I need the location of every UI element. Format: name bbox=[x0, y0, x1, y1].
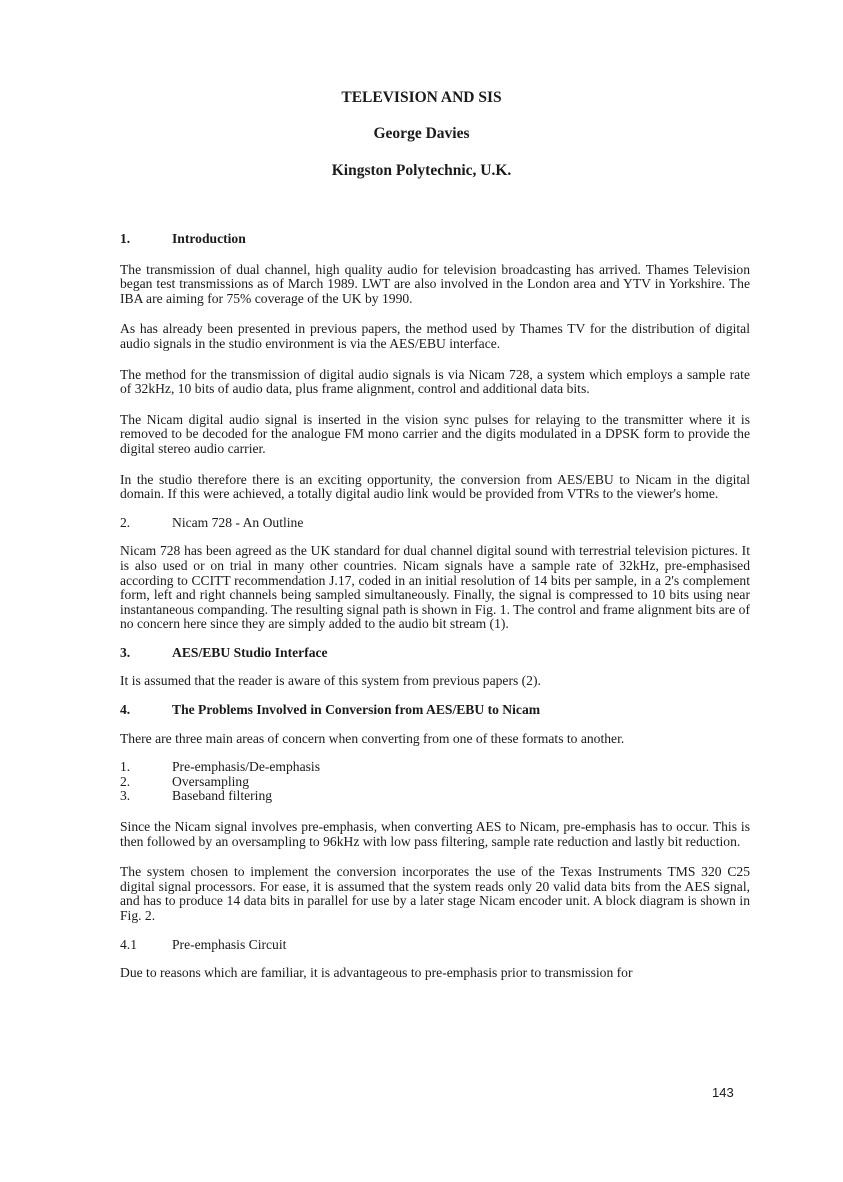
section-title: The Problems Involved in Conversion from AES/EBU to Nicam bbox=[172, 702, 541, 718]
concern-list bbox=[120, 760, 750, 804]
section-heading-nicam-outline bbox=[120, 516, 750, 531]
list-item-text: Oversampling bbox=[172, 773, 250, 789]
paragraph: Nicam 728 has been agreed as the UK standard for dual channel digital sound with terrestrial television pictures. It is also used or on trial in many other countries. Nicam signals have a sample rate of 32kHz, pre-emphasised according to CCITT recommendation J.17, coded in an initial resolution of 14 bits per sample, in a 2's complement form, left and right channels being sampled simultaneously. Finally, the signal is compressed to 10 bits using near instantaneous companding. The resulting signal path is shown in Fig. 1. The control and frame alignment bits are of no concern here since they are simply added to the audio bit stream (1). bbox=[120, 543, 750, 632]
section-number: 2. bbox=[120, 514, 131, 530]
paper-title: TELEVISION AND SIS bbox=[341, 89, 502, 106]
list-item bbox=[120, 760, 750, 775]
section-heading-conversion-problems bbox=[120, 703, 750, 718]
section-number: 3. bbox=[120, 644, 131, 660]
list-item bbox=[120, 789, 750, 804]
section-number: 4.1 bbox=[120, 936, 137, 952]
paragraph: The transmission of dual channel, high quality audio for television broadcasting has arrived. Thames Television began test transmissions as of March 1989. LWT are also involved in the London area and YTV in Yorkshire. The IBA are aiming for 75% coverage of the UK by 1990. bbox=[120, 261, 750, 306]
section-number: 4. bbox=[120, 702, 131, 718]
section-title: Nicam 728 - An Outline bbox=[172, 514, 304, 530]
paragraph: There are three main areas of concern when converting from one of these formats to another. bbox=[120, 730, 625, 746]
section-heading-aes-ebu bbox=[120, 646, 750, 661]
section-title: Introduction bbox=[172, 231, 246, 246]
paragraph: The system chosen to implement the conversion incorporates the use of the Texas Instruments TMS 320 C25 digital signal processors. For ease, it is assumed that the system reads only 20 valid data bits from the AES signal, and has to produce 14 data bits in parallel for use by a later stage Nicam encoder unit. A block diagram is shown in Fig. 2. bbox=[120, 864, 750, 923]
paragraph: As has already been presented in previous papers, the method used by Thames TV for the distribution of digital audio signals in the studio environment is via the AES/EBU interface. bbox=[120, 321, 750, 351]
list-item bbox=[120, 775, 750, 790]
paper-author: George Davies bbox=[373, 125, 470, 142]
page-number: 143 bbox=[712, 1085, 734, 1100]
section-title: Pre-emphasis Circuit bbox=[172, 936, 287, 952]
paper-affiliation: Kingston Polytechnic, U.K. bbox=[331, 162, 512, 179]
section-title: AES/EBU Studio Interface bbox=[172, 644, 328, 660]
section-number: 1. bbox=[120, 231, 131, 246]
paragraph: In the studio therefore there is an exciting opportunity, the conversion from AES/EBU to Nicam in the digital domain. If this were achieved, a totally digital audio link would be provided from VTRs to the viewer's home. bbox=[120, 471, 750, 502]
section-heading-introduction bbox=[120, 232, 750, 247]
paragraph: It is assumed that the reader is aware of this system from previous papers (2). bbox=[120, 673, 541, 689]
list-item-number: 2. bbox=[120, 773, 131, 789]
paragraph: The Nicam digital audio signal is inserted in the vision sync pulses for relaying to the transmitter where it is removed to be decoded for the analogue FM mono carrier and the digits modulated in a DPSK form to provide the digital stereo audio carrier. bbox=[120, 411, 750, 456]
paragraph: The method for the transmission of digital audio signals is via Nicam 728, a system which employs a sample rate of 32kHz, 10 bits of audio data, plus frame alignment, control and additional data bits. bbox=[120, 366, 750, 397]
list-item-number: 3. bbox=[120, 788, 131, 804]
list-item-text: Pre-emphasis/De-emphasis bbox=[172, 759, 320, 775]
paper-body bbox=[120, 232, 750, 981]
paragraph: Since the Nicam signal involves pre-emphasis, when converting AES to Nicam, pre-emphasis has to occur. This is then followed by an oversampling to 96kHz with low pass filtering, sample rate reduction and lastly bit reduction. bbox=[120, 819, 750, 849]
paragraph: Due to reasons which are familiar, it is advantageous to pre-emphasis prior to transmission for bbox=[120, 965, 633, 981]
list-item-number: 1. bbox=[120, 759, 131, 775]
section-heading-pre-emphasis bbox=[120, 938, 750, 953]
list-item-text: Baseband filtering bbox=[172, 788, 273, 804]
